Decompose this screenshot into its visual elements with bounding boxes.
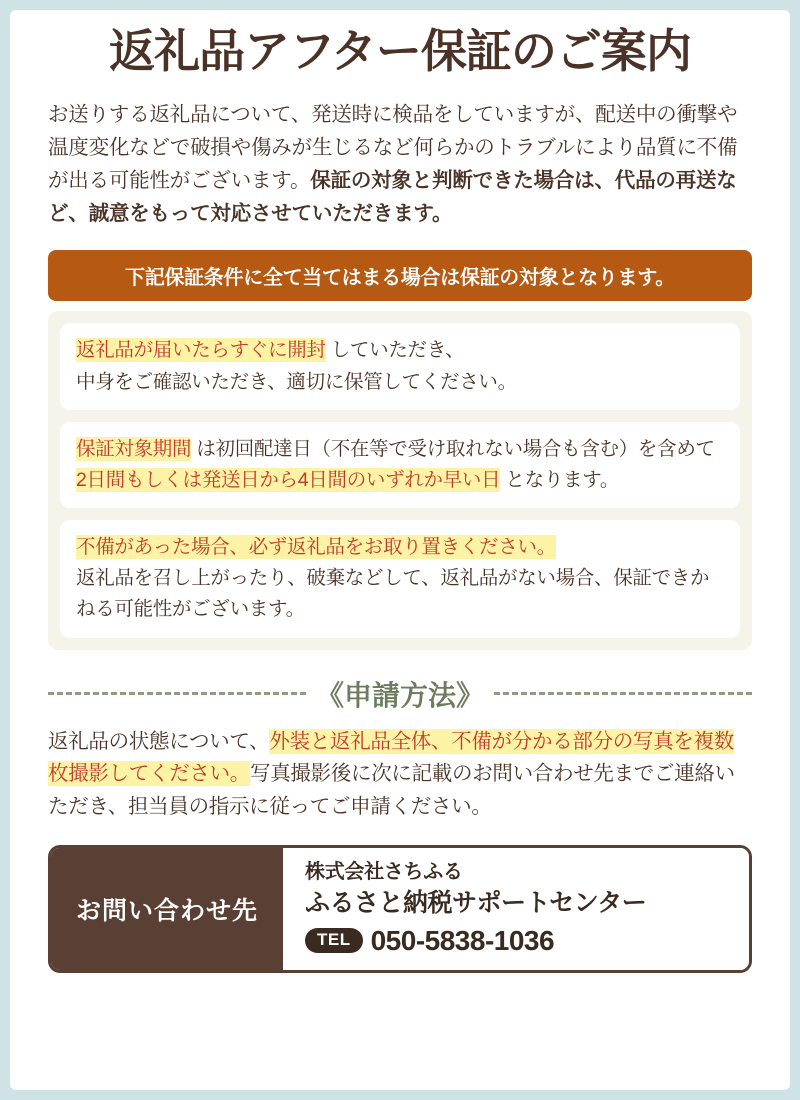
condition-3-highlight: 不備があった場合、必ず返礼品をお取り置きください。 — [76, 536, 556, 559]
condition-2-text-2: となります。 — [500, 468, 620, 491]
contact-info — [283, 848, 749, 970]
apply-paragraph — [48, 726, 752, 824]
content-body — [10, 98, 790, 973]
conditions-header: 下記保証条件に全て当てはまる場合は保証の対象となります。 — [48, 250, 752, 301]
contact-label: お問い合わせ先 — [51, 848, 283, 970]
poster-card — [10, 10, 790, 1090]
apply-text-highlight: 外装と返礼品全体、不備が分かる部分の写真を複数枚撮影してください。 — [48, 729, 734, 786]
dashed-line-left — [48, 692, 306, 695]
contact-company: 株式会社さちふる — [305, 861, 463, 884]
condition-1-line-1 — [76, 335, 724, 366]
condition-item-1 — [60, 323, 740, 409]
condition-item-2 — [60, 422, 740, 508]
condition-1-line-2: 中身をご確認いただき、適切に保管してください。 — [76, 370, 517, 393]
apply-section-title: 《申請方法》 — [316, 679, 485, 711]
apply-text-a: 返礼品の状態について、 — [48, 729, 270, 753]
condition-2-highlight-2: 2日間もしくは発送日から4日間のいずれか早い日 — [76, 468, 501, 491]
header — [10, 10, 790, 84]
page-title: 返礼品アフター保証のご案内 — [109, 25, 691, 77]
condition-3-line-2: 返礼品を召し上がったり、破棄などして、返礼品がない場合、保証できかねる可能性がございます。 — [76, 567, 710, 621]
condition-3-line-1 — [76, 532, 724, 563]
lead-text-bold: 保証の対象と判断できた場合は、代品の再送など、誠意をもって対応させていただきます。 — [48, 168, 737, 226]
contact-box — [48, 845, 752, 973]
condition-item-3 — [60, 520, 740, 638]
apply-text-b: 写真撮影後に次に記載のお問い合わせ先までご連絡いただき、担当員の指示に従ってご申請ください。 — [48, 762, 735, 819]
dashed-line-right — [494, 692, 752, 695]
lead-paragraph — [48, 98, 752, 231]
contact-department: ふるさと納税サポートセンター — [305, 889, 647, 918]
condition-1-rest: していただき、 — [325, 339, 465, 362]
apply-section-divider — [48, 674, 752, 714]
contact-tel-number[interactable]: 050-5838-1036 — [370, 924, 555, 956]
contact-tel-row — [305, 925, 749, 957]
condition-2-highlight-1: 保証対象期間 — [76, 437, 192, 460]
condition-2-text-1: は初回配達日（不在等で受け取れない場合も含む）を含めて — [191, 437, 715, 460]
conditions-list — [48, 311, 752, 649]
condition-1-highlight: 返礼品が届いたらすぐに開封 — [76, 339, 326, 362]
lead-text-normal: お送りする返礼品について、発送時に検品をしていますが、配送中の衝撃や温度変化などで破損や傷みが生じるなど何らかのトラブルにより品質に不備が出る可能性がございます。 — [48, 102, 738, 192]
telephone-icon: TEL — [305, 928, 363, 953]
